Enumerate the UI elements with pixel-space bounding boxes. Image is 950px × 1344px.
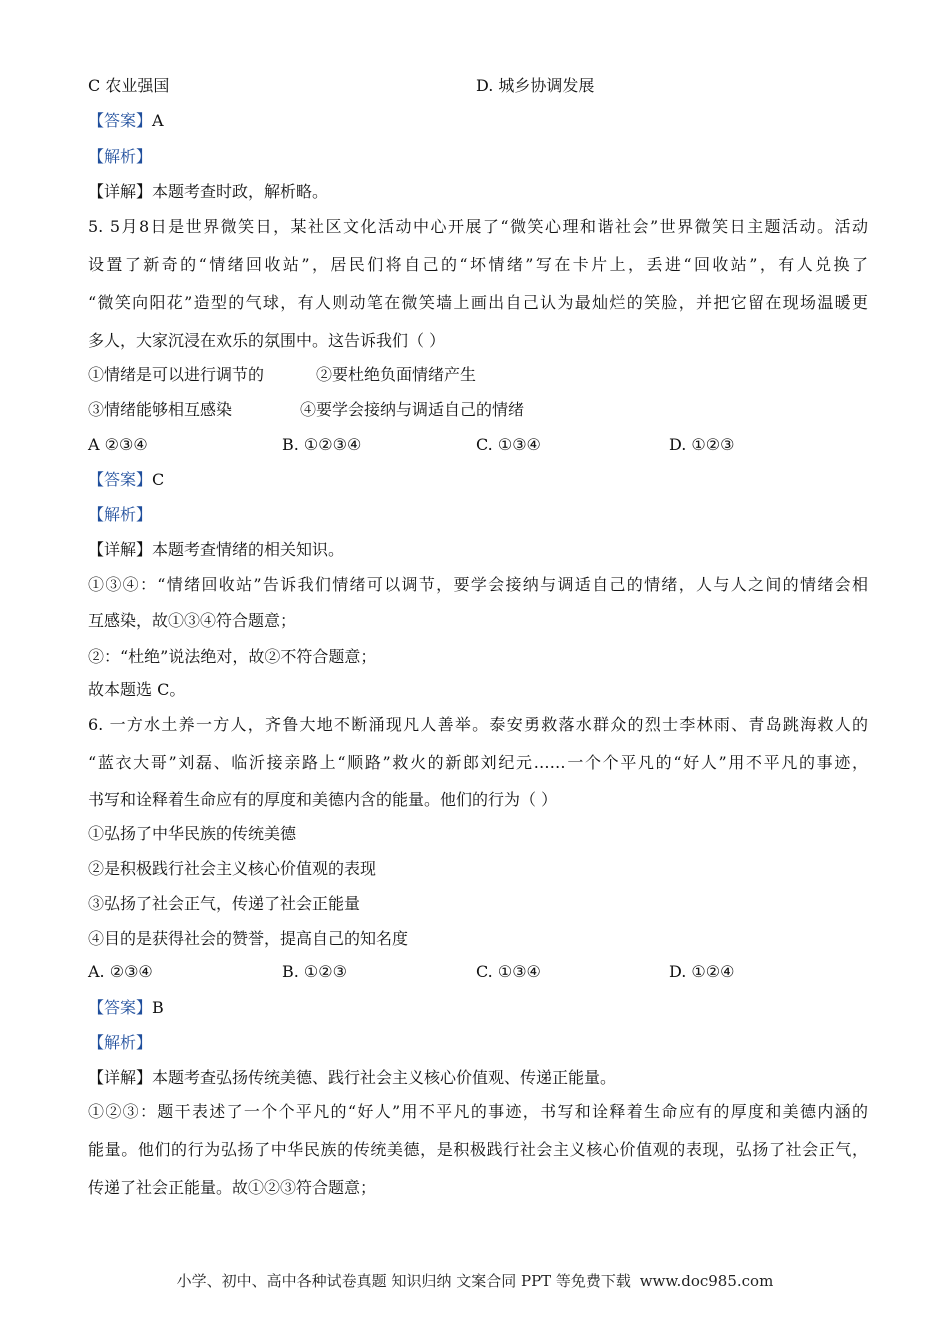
q5-stem-line: “微笑向阳花”造型的气球，有人则动笔在微笑墙上画出自己认为最灿烂的笑脸，并把它留在现场温暖更	[88, 293, 868, 312]
analysis-tag: 【解析】	[88, 505, 153, 524]
q4-detail	[88, 181, 328, 203]
q5-item: ④要学会接纳与调适自己的情绪	[300, 400, 525, 419]
detail-text: 本题考查弘扬传统美德、践行社会主义核心价值观、传递正能量。	[152, 1068, 617, 1087]
q5-option-a: A ②③④	[88, 435, 148, 454]
q6-stem-line: “蓝衣大哥”刘磊、临沂接亲路上“顺路”救火的新郎刘纪元……一个个平凡的“好人”用不平凡的事迹，	[88, 753, 868, 772]
q4-option-c: C 农业强国	[88, 76, 170, 95]
q5-explain-line: ①③④：“情绪回收站”告诉我们情绪可以调节，要学会接纳与调适自己的情绪，人与人之间的情绪会相	[88, 575, 868, 594]
detail-text: 本题考查时政，解析略。	[152, 182, 329, 201]
q6-option-b: B. ①②③	[282, 962, 347, 981]
q6-item: ②是积极践行社会主义核心价值观的表现	[88, 859, 377, 878]
q6-analysis	[88, 1032, 152, 1054]
q6-option-c: C. ①③④	[476, 962, 541, 981]
analysis-tag: 【解析】	[88, 147, 153, 166]
answer-tag: 【答案】	[88, 470, 153, 489]
q6-item: ③弘扬了社会正气，传递了社会正能量	[88, 894, 361, 913]
answer-value: B	[152, 998, 164, 1017]
q5-item: ③情绪能够相互感染	[88, 400, 233, 419]
q5-option-b: B. ①②③④	[282, 435, 362, 454]
q5-option-c: C. ①③④	[476, 435, 541, 454]
analysis-tag: 【解析】	[88, 1033, 153, 1052]
q5-stem-line: 设置了新奇的“情绪回收站”，居民们将自己的“坏情绪”写在卡片上，丢进“回收站”，有人兑换了	[88, 255, 868, 274]
detail-text: 本题考查情绪的相关知识。	[152, 540, 345, 559]
q6-stem-line: 6. 一方水土养一方人，齐鲁大地不断涌现凡人善举。泰安勇救落水群众的烈士李林雨、青岛跳海救人的	[88, 715, 868, 734]
answer-tag: 【答案】	[88, 111, 153, 130]
detail-tag: 【详解】	[88, 182, 153, 201]
q5-stem-line: 多人，大家沉浸在欢乐的氛围中。这告诉我们（ ）	[88, 331, 446, 350]
q4-answer	[88, 110, 164, 132]
detail-tag: 【详解】	[88, 1068, 153, 1087]
q6-option-d: D. ①②④	[669, 962, 735, 981]
detail-tag: 【详解】	[88, 540, 153, 559]
q5-stem-line: 5. 5月8日是世界微笑日，某社区文化活动中心开展了“微笑心理和谐社会”世界微笑日主题活动。活动	[88, 217, 868, 236]
q5-explain-line: 故本题选 C。	[88, 680, 186, 699]
q6-stem-line: 书写和诠释着生命应有的厚度和美德内含的能量。他们的行为（ ）	[88, 790, 558, 809]
q6-detail	[88, 1067, 616, 1089]
q6-explain-line: 传递了社会正能量。故①②③符合题意；	[88, 1178, 377, 1197]
footer-text: 小学、初中、高中各种试卷真题 知识归纳 文案合同 PPT 等免费下载	[176, 1272, 631, 1290]
q6-explain-line: 能量。他们的行为弘扬了中华民族的传统美德，是积极践行社会主义核心价值观的表现，弘扬了社会正气，	[88, 1140, 868, 1159]
answer-value: A	[152, 111, 164, 130]
q6-item: ④目的是获得社会的赞誉，提高自己的知名度	[88, 929, 409, 948]
answer-tag: 【答案】	[88, 998, 153, 1017]
q5-item: ②要杜绝负面情绪产生	[316, 365, 477, 384]
q5-explain-line: ②：“杜绝”说法绝对，故②不符合题意；	[88, 647, 377, 666]
q4-option-d: D. 城乡协调发展	[476, 76, 595, 95]
q5-detail	[88, 539, 344, 561]
q6-item: ①弘扬了中华民族的传统美德	[88, 824, 297, 843]
q5-analysis	[88, 504, 152, 526]
q5-item: ①情绪是可以进行调节的	[88, 365, 265, 384]
q6-answer	[88, 997, 164, 1019]
q5-option-d: D. ①②③	[669, 435, 735, 454]
footer-site-link[interactable]: www.doc985.com	[639, 1272, 774, 1290]
q6-option-a: A. ②③④	[88, 962, 153, 981]
q5-explain-line: 互感染，故①③④符合题意；	[88, 611, 297, 630]
page-footer	[0, 1270, 950, 1291]
answer-value: C	[152, 470, 165, 489]
q4-analysis	[88, 146, 152, 168]
q6-explain-line: ①②③：题干表述了一个个平凡的“好人”用不平凡的事迹，书写和诠释着生命应有的厚度和美德内涵的	[88, 1102, 868, 1121]
q5-answer	[88, 469, 164, 491]
